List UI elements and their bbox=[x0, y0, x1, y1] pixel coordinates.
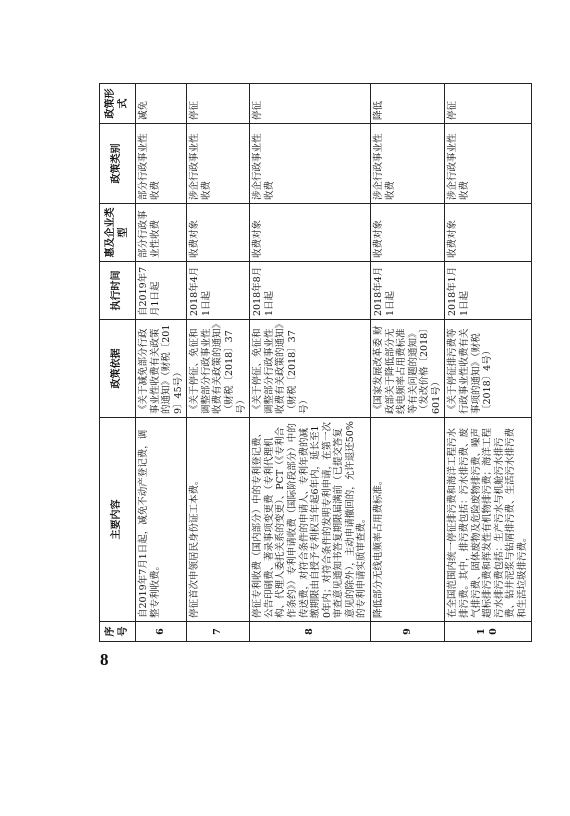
row-number: 10 bbox=[445, 622, 531, 642]
header-cell-category: 政策类别 bbox=[100, 124, 136, 204]
policy-table-rotated bbox=[99, 84, 528, 642]
row-number: 8 bbox=[250, 622, 371, 642]
row-type: 收费对象 bbox=[250, 204, 371, 262]
row-category: 涉企行政事业性收费 bbox=[187, 124, 250, 204]
row-form: 停征 bbox=[445, 84, 531, 124]
row-number: 9 bbox=[370, 622, 444, 642]
row-form: 停征 bbox=[187, 84, 250, 124]
row-category: 涉企行政事业性收费 bbox=[445, 124, 531, 204]
row-number: 6 bbox=[136, 622, 187, 642]
header-cell-content: 主要内容 bbox=[100, 418, 136, 622]
row-category: 涉企行政事业性收费 bbox=[370, 124, 444, 204]
header-cell-basis: 政策依据 bbox=[100, 320, 136, 418]
table-row bbox=[136, 84, 187, 642]
row-category: 部分行政事业性收费 bbox=[136, 124, 187, 204]
row-content: 自2019年7月1日起，减免不动产登记费，调整专利收费。 bbox=[136, 418, 187, 622]
row-content: 停征专利收费（国内部分）中的专利登记费、公告印刷费、著录事项变更费（专利代理机构、代理人委托关系的变更）、PCT（《专利合作条约》）专利申请收费（国际阶段部分）中的传送费，对符合条件的申请人、专利年费的减缴期限由自授予专利权当年起6年内，延长至10年内；对符合条件的发明专利申请，在第一次审查意见通知书答复期限届满前（已提交答复意见的除外），主动申请撤回的，允许退还50%的专利申请实质审查费。 bbox=[250, 418, 371, 622]
row-category: 涉企行政事业性收费 bbox=[250, 124, 371, 204]
row-type: 收费对象 bbox=[445, 204, 531, 262]
table-row bbox=[445, 84, 531, 642]
row-content: 降低部分无线电频率占用费标准。 bbox=[370, 418, 444, 622]
table-header-row bbox=[100, 84, 136, 642]
header-cell-no: 序号 bbox=[100, 622, 136, 642]
header-cell-type: 惠及企业类型 bbox=[100, 204, 136, 262]
row-form: 降低 bbox=[370, 84, 444, 124]
page-number: 8 bbox=[100, 650, 109, 669]
row-time: 2018年8月1日起 bbox=[250, 262, 371, 320]
row-type: 收费对象 bbox=[370, 204, 444, 262]
row-basis: 《国家发展改革委 财政部关于降低部分无线电频率占用费标准等有关问题的通知》（发改价格〔2018〕601号） bbox=[370, 320, 444, 418]
row-content: 停征首次申领居民身份证工本费。 bbox=[187, 418, 250, 622]
header-cell-time: 执行时间 bbox=[100, 262, 136, 320]
row-time: 2018年1月1日起 bbox=[445, 262, 531, 320]
row-number: 7 bbox=[187, 622, 250, 642]
header-cell-form: 政策形式 bbox=[100, 84, 136, 124]
row-basis: 《关于停征、免征和调整部分行政事业性收费有关政策的通知》（财税〔2018〕37号） bbox=[250, 320, 371, 418]
row-time: 2018年4月1日起 bbox=[187, 262, 250, 320]
table-row bbox=[370, 84, 444, 642]
table-row bbox=[187, 84, 250, 642]
row-type: 部分行政事业性收费 bbox=[136, 204, 187, 262]
table-row bbox=[250, 84, 371, 642]
row-time: 自2019年7月1日起 bbox=[136, 262, 187, 320]
row-form: 减免 bbox=[136, 84, 187, 124]
row-basis: 《关于停征、免征和调整部分行政事业性收费有关政策的通知》（财税〔2018〕37号） bbox=[187, 320, 250, 418]
policy-table bbox=[99, 83, 532, 642]
row-content: 在全国范围内统一停征排污费和海洋工程污水排污费。其中，排污费包括：污水排污费、废气排污费、固体废物及危险废物排污费、噪声超标排污费和挥发性有机物排污费；海洋工程污水排污费包括：生产污水与机舱污水排污费、钻井泥浆与钻屑排污费、生活污水排污费和生活垃圾排污费。 bbox=[445, 418, 531, 622]
row-time: 2018年4月1日起 bbox=[370, 262, 444, 320]
row-basis: 《关于减免部分行政事业性收费有关政策的通知》（财税〔2019〕45号） bbox=[136, 320, 187, 418]
row-type: 收费对象 bbox=[187, 204, 250, 262]
row-form: 停征 bbox=[250, 84, 371, 124]
row-basis: 《关于停征排污费等行政事业性收费有关事项的通知》（财税〔2018〕4号） bbox=[445, 320, 531, 418]
